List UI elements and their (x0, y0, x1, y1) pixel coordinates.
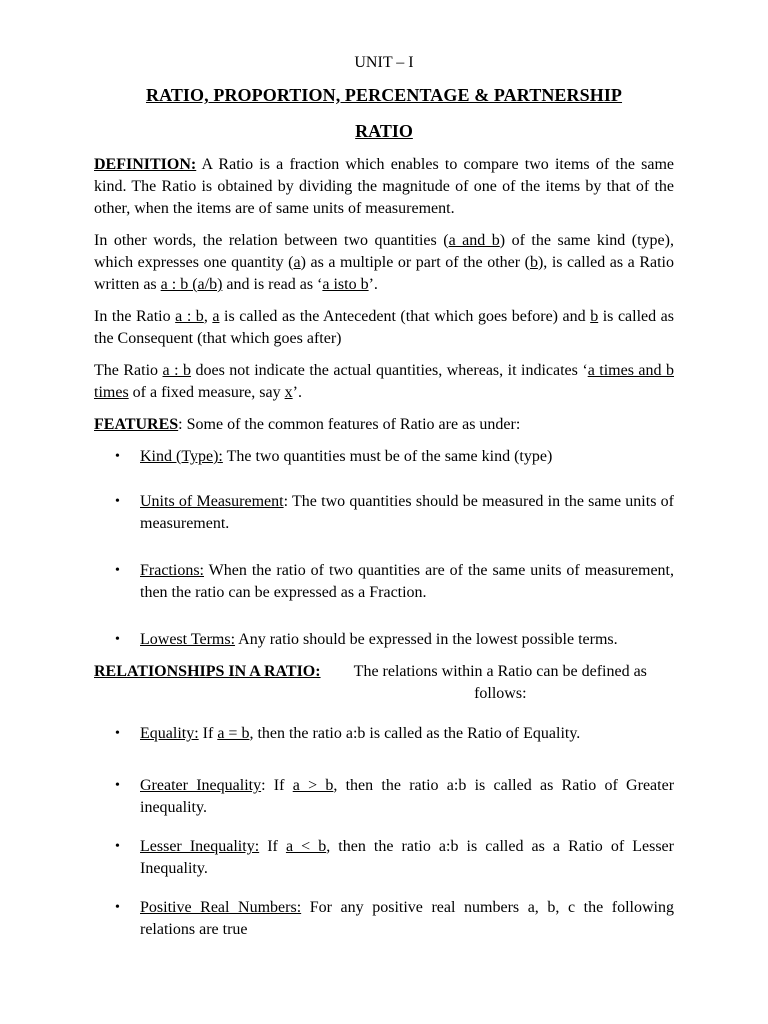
feature-text: The two quantities must be of the same kind (type) (222, 448, 553, 465)
text-run: In other words, the relation between two quantities ( (94, 232, 449, 249)
text-run: ) of the same kind (type), which expresses one quantity ( (94, 232, 674, 271)
text-run: In the Ratio (94, 308, 176, 325)
feature-text: Any ratio should be expressed in the lowest possible terms. (235, 631, 618, 648)
features-label: FEATURES (94, 416, 179, 433)
list-item (94, 491, 674, 535)
features-list (94, 446, 674, 651)
text-run: : If (261, 777, 293, 794)
underlined-term: b (590, 308, 599, 325)
features-paragraph (94, 414, 674, 436)
feature-text: When the ratio of two quantities are of the same units of measurement, then the ratio can be expressed as a Fraction. (140, 562, 674, 601)
list-item (94, 897, 674, 941)
feature-term: Lowest Terms: (140, 631, 236, 648)
definition-paragraph (94, 154, 674, 220)
text-run: ’. (368, 276, 378, 293)
text-run: , then the ratio a:b is called as a Ratio of Lesser Inequality. (140, 838, 674, 877)
relationships-list (94, 723, 674, 941)
underlined-term: a : b (a/b) (160, 276, 223, 293)
underlined-term: a and b (448, 232, 500, 249)
underlined-term: a (293, 254, 301, 271)
underlined-term: b (529, 254, 538, 271)
text-run: If (259, 838, 286, 855)
relationships-intro: The relations within a Ratio can be defined as follows: (353, 663, 647, 702)
relationships-label: RELATIONSHIPS IN A RATIO: (94, 663, 321, 680)
text-run: ’. (292, 384, 302, 401)
relation-condition: a < b (285, 838, 327, 855)
relation-term: Greater Inequality (140, 777, 262, 794)
text-run: is called as the Antecedent (that which goes before) and (219, 308, 591, 325)
relation-condition: a = b (217, 725, 250, 742)
text-run: is called as the Consequent (that which goes after) (94, 308, 675, 347)
list-item (94, 446, 674, 468)
relationships-heading (94, 661, 674, 705)
text-run: and is read as ‘ (222, 276, 323, 293)
bullet-icon: • (115, 900, 120, 915)
underlined-term: a times and b times (94, 362, 674, 401)
bullet-icon: • (115, 563, 120, 578)
relation-term: Equality: (140, 725, 199, 742)
antecedent-paragraph (94, 306, 674, 350)
text-run: For any positive real numbers a, b, c the following relations are true (140, 899, 675, 938)
bullet-icon: • (115, 778, 120, 793)
main-title: RATIO, PROPORTION, PERCENTAGE & PARTNERSHIP (145, 85, 623, 105)
text-run: , then the ratio a:b is called as Ratio of Greater inequality. (140, 777, 675, 816)
text-run: The Ratio (94, 362, 163, 379)
definition-label: DEFINITION: (94, 156, 197, 173)
underlined-term: a : b (175, 308, 204, 325)
underlined-term: x (284, 384, 293, 401)
feature-term: Kind (Type): (140, 448, 223, 465)
list-item (94, 629, 674, 651)
text-run: does not indicate the actual quantities, whereas, it indicates ‘ (191, 362, 588, 379)
other-words-paragraph (94, 230, 674, 296)
list-item (94, 836, 674, 880)
section-title-ratio: RATIO (355, 121, 413, 141)
text-run: , then the ratio a:b is called as the Ratio of Equality. (249, 725, 581, 742)
bullet-icon: • (115, 449, 120, 464)
list-item (94, 723, 674, 745)
relation-term: Positive Real Numbers: (140, 899, 302, 916)
indicates-paragraph (94, 360, 674, 404)
feature-term: Fractions: (140, 562, 204, 579)
feature-text: : The two quantities should be measured in the same units of measurement. (140, 493, 675, 532)
bullet-icon: • (115, 632, 120, 647)
text-run: If (198, 725, 218, 742)
list-item (94, 775, 674, 819)
relation-term: Lesser Inequality: (140, 838, 260, 855)
bullet-icon: • (115, 494, 120, 509)
underlined-term: a (212, 308, 220, 325)
underlined-term: a isto b (322, 276, 369, 293)
bullet-icon: • (115, 726, 120, 741)
definition-text: A Ratio is a fraction which enables to compare two items of the same kind. The Ratio is obtained by dividing the magnitude of one of the items by that of the other, when the items are of same units of measurement. (94, 156, 674, 217)
text-run: of a fixed measure, say (128, 384, 285, 401)
bullet-icon: • (115, 839, 120, 854)
underlined-term: a : b (162, 362, 192, 379)
unit-heading: UNIT – I (354, 54, 414, 71)
list-item (94, 560, 674, 604)
text-run: , (203, 308, 213, 325)
text-run: ) as a multiple or part of the other ( (300, 254, 530, 271)
feature-term: Units of Measurement (140, 493, 284, 510)
text-run: ), is called as a Ratio written as (94, 254, 675, 293)
relation-condition: a > b (292, 777, 334, 794)
features-intro: : Some of the common features of Ratio are as under: (178, 416, 521, 433)
